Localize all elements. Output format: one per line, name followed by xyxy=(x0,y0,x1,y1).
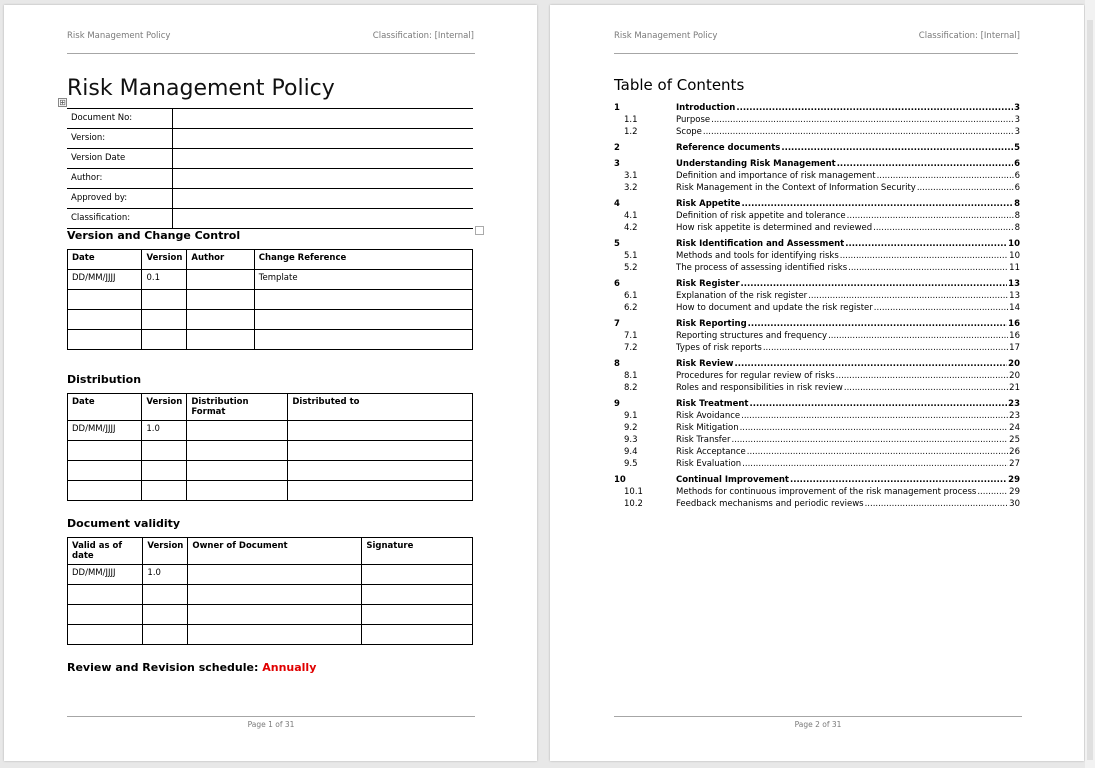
page-header-classification: Classification: [Internal] xyxy=(372,31,474,41)
toc-entry-number: 1 xyxy=(614,103,620,113)
toc-dot-leader xyxy=(877,170,1014,182)
toc-entry-title: Risk Reporting xyxy=(676,319,747,329)
validity-header-row xyxy=(68,538,473,565)
toc-entry-page: 23 xyxy=(1008,399,1020,409)
toc-dot-leader xyxy=(790,474,1007,486)
version-control-cell[interactable] xyxy=(68,310,142,330)
distribution-cell[interactable] xyxy=(68,481,142,501)
distribution-cell[interactable]: 1.0 xyxy=(142,421,187,441)
toc-entry-number: 5 xyxy=(614,239,620,249)
meta-label: Version: xyxy=(67,129,172,149)
toc-entry-page: 24 xyxy=(1009,423,1020,433)
toc-entry-number: 9.3 xyxy=(624,435,638,445)
toc-entry-number: 10.1 xyxy=(624,487,643,497)
distribution-heading: Distribution xyxy=(67,373,142,386)
vertical-scrollbar[interactable] xyxy=(1085,0,1095,768)
distribution-cell[interactable] xyxy=(187,461,288,481)
toc-entry-page: 10 xyxy=(1009,251,1020,261)
toc-entry-title: Types of risk reports xyxy=(676,343,762,353)
document-meta-table xyxy=(67,108,473,229)
review-schedule xyxy=(67,661,316,674)
toc-entry-page: 5 xyxy=(1014,143,1020,153)
toc-dot-leader xyxy=(736,102,1013,114)
distribution-row xyxy=(68,441,473,461)
toc-entry-page: 8 xyxy=(1014,211,1020,221)
toc-entry-page: 23 xyxy=(1009,411,1020,421)
version-control-cell[interactable] xyxy=(254,330,472,350)
toc-section-entry[interactable] xyxy=(614,382,1020,394)
version-control-row xyxy=(68,330,473,350)
toc-section-entry[interactable] xyxy=(614,210,1020,222)
toc-chapter-entry[interactable] xyxy=(614,318,1020,330)
toc-entry-title: Risk Acceptance xyxy=(676,447,746,457)
distribution-cell[interactable] xyxy=(187,421,288,441)
toc-entry-title: Definition and importance of risk management xyxy=(676,171,876,181)
validity-column-header: Version xyxy=(143,538,188,565)
version-control-cell[interactable] xyxy=(187,270,254,290)
meta-label: Approved by: xyxy=(67,189,172,209)
distribution-cell[interactable] xyxy=(288,481,473,501)
toc-dot-leader xyxy=(874,302,1008,314)
version-control-cell[interactable]: DD/MM/JJJJ xyxy=(68,270,142,290)
toc-chapter-entry[interactable] xyxy=(614,142,1020,154)
toc-entry-page: 8 xyxy=(1014,223,1020,233)
document-page-1 xyxy=(4,5,537,761)
page-header-title: Risk Management Policy xyxy=(614,31,718,41)
toc-entry-page: 6 xyxy=(1014,171,1020,181)
meta-label: Classification: xyxy=(67,209,172,229)
meta-label: Document No: xyxy=(67,109,172,129)
meta-row xyxy=(67,169,473,189)
validity-cell[interactable] xyxy=(188,585,362,605)
toc-entry-title: Roles and responsibilities in risk review xyxy=(676,383,843,393)
validity-row xyxy=(68,585,473,605)
version-control-column-header: Author xyxy=(187,250,254,270)
version-control-cell[interactable] xyxy=(68,290,142,310)
toc-dot-leader xyxy=(847,210,1014,222)
distribution-column-header: Distributed to xyxy=(288,394,473,421)
distribution-cell[interactable] xyxy=(187,481,288,501)
distribution-cell[interactable] xyxy=(288,421,473,441)
toc-entry-title: Risk Register xyxy=(676,279,740,289)
toc-entry-page: 17 xyxy=(1009,343,1020,353)
validity-row xyxy=(68,625,473,645)
toc-dot-leader xyxy=(741,198,1013,210)
toc-chapter-entry[interactable] xyxy=(614,474,1020,486)
meta-value-cell[interactable] xyxy=(172,149,473,169)
distribution-cell[interactable] xyxy=(187,441,288,461)
toc-dot-leader xyxy=(732,434,1009,446)
meta-value-cell[interactable] xyxy=(172,129,473,149)
header-divider xyxy=(614,53,1018,54)
meta-label: Author: xyxy=(67,169,172,189)
validity-row xyxy=(68,565,473,585)
version-control-cell[interactable] xyxy=(254,290,472,310)
scrollbar-thumb[interactable] xyxy=(1087,20,1093,760)
version-control-cell[interactable] xyxy=(187,310,254,330)
distribution-table xyxy=(67,393,473,501)
version-control-cell[interactable] xyxy=(187,330,254,350)
document-validity-table xyxy=(67,537,473,645)
page-footer-number: Page 1 of 31 xyxy=(247,720,295,729)
validity-column-header: Owner of Document xyxy=(188,538,362,565)
toc-section-entry[interactable] xyxy=(614,262,1020,274)
validity-cell[interactable] xyxy=(362,625,473,645)
toc-section-entry[interactable] xyxy=(614,126,1020,138)
toc-entry-title: Continual Improvement xyxy=(676,475,789,485)
toc-entry-title: Risk Transfer xyxy=(676,435,731,445)
toc-entry-title: How to document and update the risk register xyxy=(676,303,873,313)
toc-chapter-entry[interactable] xyxy=(614,158,1020,170)
meta-value-cell[interactable] xyxy=(172,109,473,129)
version-control-cell[interactable]: 0.1 xyxy=(142,270,187,290)
toc-entry-page: 20 xyxy=(1008,359,1020,369)
toc-entry-page: 6 xyxy=(1014,159,1020,169)
toc-dot-leader xyxy=(865,498,1009,510)
toc-dot-leader xyxy=(836,370,1009,382)
toc-entry-page: 8 xyxy=(1014,199,1020,209)
meta-row xyxy=(67,149,473,169)
table-resize-handle[interactable] xyxy=(475,226,484,235)
toc-entry-title: Risk Review xyxy=(676,359,734,369)
toc-entry-title: Scope xyxy=(676,127,702,137)
toc-entry-page: 14 xyxy=(1009,303,1020,313)
toc-entry-title: Risk Appetite xyxy=(676,199,741,209)
review-schedule-value: Annually xyxy=(262,661,317,674)
distribution-cell[interactable]: DD/MM/JJJJ xyxy=(68,421,142,441)
toc-dot-leader xyxy=(848,262,1008,274)
toc-entry-number: 2 xyxy=(614,143,620,153)
toc-entry-number: 3 xyxy=(614,159,620,169)
toc-entry-number: 6.1 xyxy=(624,291,638,301)
footer-divider xyxy=(67,716,475,717)
review-schedule-label: Review and Revision schedule: xyxy=(67,661,259,674)
footer-divider xyxy=(614,716,1022,717)
validity-column-header: Valid as of date xyxy=(68,538,143,565)
toc-entry-page: 16 xyxy=(1008,319,1020,329)
toc-entry-title: Purpose xyxy=(676,115,711,125)
validity-cell[interactable] xyxy=(188,565,362,585)
table-of-contents xyxy=(614,102,1020,510)
toc-section-entry[interactable] xyxy=(614,342,1020,354)
validity-cell[interactable] xyxy=(68,605,143,625)
toc-section-entry[interactable] xyxy=(614,422,1020,434)
version-control-row xyxy=(68,290,473,310)
toc-entry-title: Understanding Risk Management xyxy=(676,159,836,169)
toc-dot-leader xyxy=(873,222,1013,234)
version-control-cell[interactable] xyxy=(142,290,187,310)
meta-label: Version Date xyxy=(67,149,172,169)
meta-row xyxy=(67,129,473,149)
toc-entry-number: 5.1 xyxy=(624,251,638,261)
toc-section-entry[interactable] xyxy=(614,170,1020,182)
page-footer-number: Page 2 of 31 xyxy=(794,720,842,729)
toc-entry-number: 9.4 xyxy=(624,447,638,457)
toc-dot-leader xyxy=(837,158,1013,170)
toc-entry-number: 6 xyxy=(614,279,620,289)
toc-entry-page: 6 xyxy=(1014,183,1020,193)
toc-entry-page: 3 xyxy=(1014,103,1020,113)
toc-section-entry[interactable] xyxy=(614,458,1020,470)
distribution-column-header: Version xyxy=(142,394,187,421)
toc-chapter-entry[interactable] xyxy=(614,238,1020,250)
version-control-column-header: Change Reference xyxy=(254,250,472,270)
distribution-cell[interactable] xyxy=(142,481,187,501)
toc-entry-title: Risk Treatment xyxy=(676,399,749,409)
toc-entry-number: 5.2 xyxy=(624,263,638,273)
toc-entry-page: 27 xyxy=(1009,459,1020,469)
meta-row xyxy=(67,189,473,209)
toc-entry-title: Reporting structures and frequency xyxy=(676,331,828,341)
toc-dot-leader xyxy=(828,330,1008,342)
validity-cell[interactable] xyxy=(143,605,188,625)
toc-section-entry[interactable] xyxy=(614,302,1020,314)
toc-entry-title: Explanation of the risk register xyxy=(676,291,808,301)
toc-entry-number: 9.2 xyxy=(624,423,638,433)
validity-cell[interactable] xyxy=(143,585,188,605)
toc-entry-title: How risk appetite is determined and reviewed xyxy=(676,223,873,233)
meta-row xyxy=(67,209,473,229)
toc-entry-number: 9.1 xyxy=(624,411,638,421)
toc-entry-title: Risk Evaluation xyxy=(676,459,742,469)
toc-dot-leader xyxy=(711,114,1013,126)
validity-cell[interactable] xyxy=(188,605,362,625)
validity-row xyxy=(68,605,473,625)
distribution-row xyxy=(68,461,473,481)
toc-entry-number: 10 xyxy=(614,475,626,485)
toc-entry-page: 21 xyxy=(1009,383,1020,393)
toc-entry-page: 20 xyxy=(1009,371,1020,381)
toc-entry-number: 7.1 xyxy=(624,331,638,341)
toc-section-entry[interactable] xyxy=(614,446,1020,458)
version-control-cell[interactable] xyxy=(68,330,142,350)
meta-value-cell[interactable] xyxy=(172,169,473,189)
toc-dot-leader xyxy=(740,422,1009,434)
header-divider xyxy=(67,53,475,54)
toc-entry-number: 1.2 xyxy=(624,127,638,137)
version-control-cell[interactable] xyxy=(187,290,254,310)
toc-chapter-entry[interactable] xyxy=(614,278,1020,290)
toc-entry-title: Reference documents xyxy=(676,143,781,153)
toc-section-entry[interactable] xyxy=(614,410,1020,422)
distribution-cell[interactable] xyxy=(142,461,187,481)
toc-section-entry[interactable] xyxy=(614,330,1020,342)
version-control-row xyxy=(68,270,473,290)
toc-section-entry[interactable] xyxy=(614,290,1020,302)
document-validity-heading: Document validity xyxy=(67,517,181,530)
toc-dot-leader xyxy=(747,446,1008,458)
toc-entry-number: 3.2 xyxy=(624,183,638,193)
toc-dot-leader xyxy=(917,182,1014,194)
toc-dot-leader xyxy=(845,238,1007,250)
toc-dot-leader xyxy=(763,342,1008,354)
version-control-header-row xyxy=(68,250,473,270)
toc-dot-leader xyxy=(703,126,1014,138)
toc-entry-number: 9.5 xyxy=(624,459,638,469)
distribution-cell[interactable] xyxy=(142,441,187,461)
version-control-heading: Version and Change Control xyxy=(67,229,241,242)
version-control-cell[interactable] xyxy=(254,310,472,330)
meta-row xyxy=(67,109,473,129)
toc-entry-page: 13 xyxy=(1009,291,1020,301)
distribution-header-row xyxy=(68,394,473,421)
toc-entry-number: 9 xyxy=(614,399,620,409)
distribution-column-header: Date xyxy=(68,394,142,421)
distribution-cell[interactable] xyxy=(288,461,473,481)
toc-entry-page: 25 xyxy=(1009,435,1020,445)
toc-dot-leader xyxy=(781,142,1013,154)
toc-entry-number: 7.2 xyxy=(624,343,638,353)
validity-cell[interactable] xyxy=(362,585,473,605)
document-title[interactable]: Risk Management Policy xyxy=(67,76,335,101)
toc-entry-title: The process of assessing identified risks xyxy=(676,263,848,273)
toc-entry-title: Introduction xyxy=(676,103,736,113)
toc-entry-number: 4.2 xyxy=(624,223,638,233)
toc-entry-title: Risk Management in the Context of Information Security xyxy=(676,183,916,193)
toc-entry-page: 13 xyxy=(1008,279,1020,289)
version-control-cell[interactable] xyxy=(142,310,187,330)
toc-entry-page: 10 xyxy=(1008,239,1020,249)
validity-cell[interactable] xyxy=(68,625,143,645)
toc-chapter-entry[interactable] xyxy=(614,102,1020,114)
toc-dot-leader xyxy=(844,382,1008,394)
toc-title: Table of Contents xyxy=(614,76,745,94)
validity-column-header: Signature xyxy=(362,538,473,565)
validity-cell[interactable] xyxy=(188,625,362,645)
toc-entry-page: 30 xyxy=(1009,499,1020,509)
validity-cell[interactable] xyxy=(362,605,473,625)
distribution-row xyxy=(68,421,473,441)
toc-entry-title: Methods for continuous improvement of the risk management process xyxy=(676,487,977,497)
toc-chapter-entry[interactable] xyxy=(614,398,1020,410)
toc-chapter-entry[interactable] xyxy=(614,198,1020,210)
toc-section-entry[interactable] xyxy=(614,250,1020,262)
toc-entry-title: Risk Avoidance xyxy=(676,411,741,421)
toc-dot-leader xyxy=(840,250,1008,262)
version-control-cell[interactable]: Template xyxy=(254,270,472,290)
validity-cell[interactable] xyxy=(68,585,143,605)
toc-entry-number: 8 xyxy=(614,359,620,369)
toc-entry-page: 29 xyxy=(1009,487,1020,497)
toc-dot-leader xyxy=(742,458,1008,470)
distribution-cell[interactable] xyxy=(68,441,142,461)
version-control-row xyxy=(68,310,473,330)
toc-entry-page: 11 xyxy=(1009,263,1020,273)
page-header-classification: Classification: [Internal] xyxy=(918,31,1020,41)
toc-entry-title: Risk Identification and Assessment xyxy=(676,239,845,249)
toc-dot-leader xyxy=(750,398,1008,410)
toc-entry-title: Feedback mechanisms and periodic reviews xyxy=(676,499,864,509)
toc-dot-leader xyxy=(977,486,1008,498)
toc-dot-leader xyxy=(735,358,1008,370)
distribution-column-header: Distribution Format xyxy=(187,394,288,421)
toc-dot-leader xyxy=(741,278,1008,290)
validity-cell[interactable]: 1.0 xyxy=(143,565,188,585)
toc-section-entry[interactable] xyxy=(614,486,1020,498)
toc-section-entry[interactable] xyxy=(614,222,1020,234)
toc-entry-number: 8.1 xyxy=(624,371,638,381)
toc-entry-title: Definition of risk appetite and tolerance xyxy=(676,211,846,221)
toc-entry-page: 3 xyxy=(1014,127,1020,137)
toc-chapter-entry[interactable] xyxy=(614,358,1020,370)
toc-entry-number: 3.1 xyxy=(624,171,638,181)
toc-entry-number: 10.2 xyxy=(624,499,643,509)
toc-entry-title: Procedures for regular review of risks xyxy=(676,371,835,381)
toc-entry-number: 6.2 xyxy=(624,303,638,313)
distribution-row xyxy=(68,481,473,501)
version-control-cell[interactable] xyxy=(142,330,187,350)
version-control-table xyxy=(67,249,473,350)
toc-entry-number: 7 xyxy=(614,319,620,329)
distribution-cell[interactable] xyxy=(68,461,142,481)
toc-entry-number: 8.2 xyxy=(624,383,638,393)
toc-entry-page: 26 xyxy=(1009,447,1020,457)
toc-entry-page: 16 xyxy=(1009,331,1020,341)
validity-cell[interactable]: DD/MM/JJJJ xyxy=(68,565,143,585)
distribution-cell[interactable] xyxy=(288,441,473,461)
toc-entry-page: 3 xyxy=(1014,115,1020,125)
toc-entry-title: Risk Mitigation xyxy=(676,423,739,433)
toc-entry-number: 1.1 xyxy=(624,115,638,125)
toc-section-entry[interactable] xyxy=(614,434,1020,446)
meta-value-cell[interactable] xyxy=(172,209,473,229)
version-control-column-header: Date xyxy=(68,250,142,270)
toc-entry-number: 4.1 xyxy=(624,211,638,221)
validity-cell[interactable] xyxy=(143,625,188,645)
toc-dot-leader xyxy=(808,290,1008,302)
toc-section-entry[interactable] xyxy=(614,114,1020,126)
toc-entry-number: 4 xyxy=(614,199,620,209)
meta-value-cell[interactable] xyxy=(172,189,473,209)
toc-entry-page: 29 xyxy=(1008,475,1020,485)
toc-dot-leader xyxy=(741,410,1008,422)
toc-section-entry[interactable] xyxy=(614,182,1020,194)
toc-section-entry[interactable] xyxy=(614,370,1020,382)
toc-section-entry[interactable] xyxy=(614,498,1020,510)
table-move-handle-icon[interactable]: ⊞ xyxy=(59,98,66,107)
version-control-column-header: Version xyxy=(142,250,187,270)
validity-cell[interactable] xyxy=(362,565,473,585)
page-header-title: Risk Management Policy xyxy=(67,31,171,41)
toc-dot-leader xyxy=(748,318,1007,330)
document-page-2 xyxy=(550,5,1084,761)
toc-entry-title: Methods and tools for identifying risks xyxy=(676,251,839,261)
